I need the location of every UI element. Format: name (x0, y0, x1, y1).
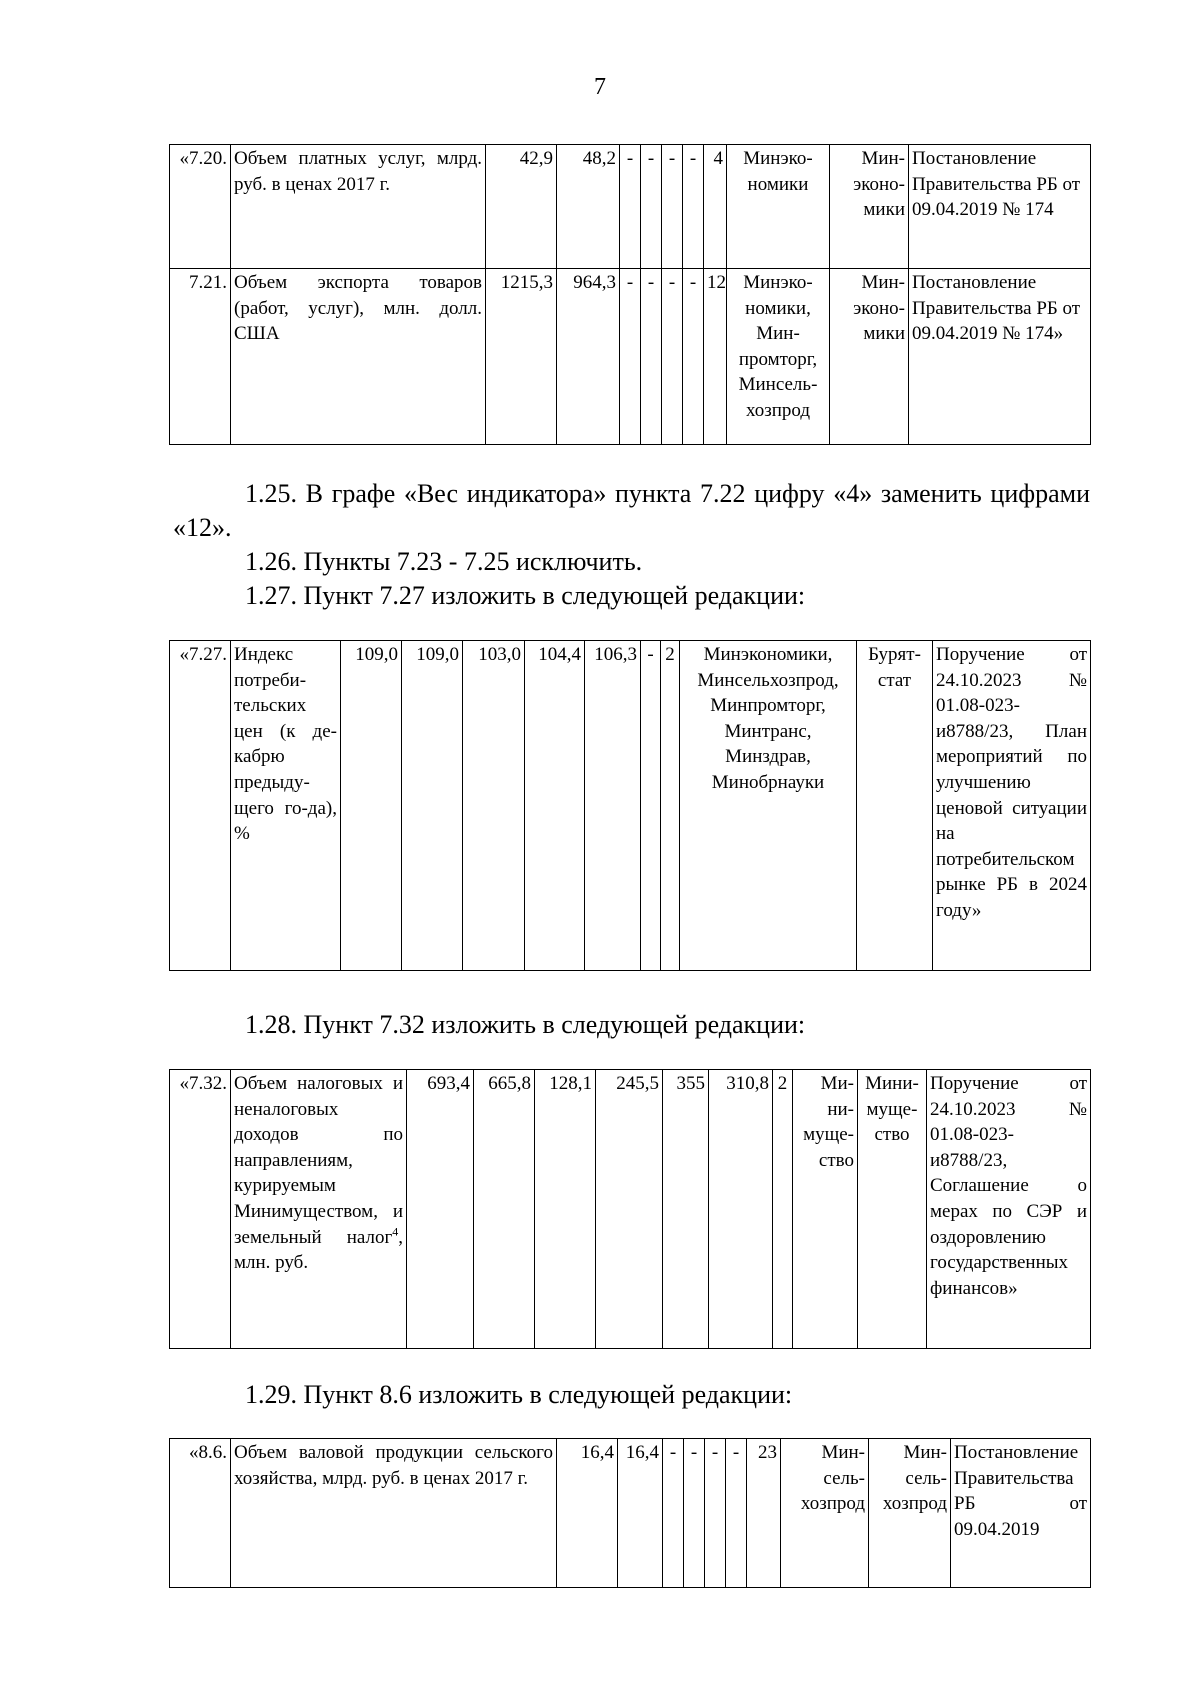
value-cell: - (684, 1439, 705, 1588)
paragraph-1-26: 1.26. Пункты 7.23 - 7.25 исключить. (245, 547, 643, 576)
paragraph-1-27: 1.27. Пункт 7.27 изложить в следующей редакции: (245, 581, 806, 610)
indicator-name (231, 1070, 407, 1349)
value-cell: 48,2 (557, 145, 620, 269)
value-cell: 16,4 (618, 1439, 663, 1588)
value-cell: - (705, 1439, 726, 1588)
paragraph-1-29: 1.29. Пункт 8.6 изложить в следующей редакции: (245, 1380, 793, 1409)
value-cell: 109,0 (341, 641, 402, 971)
value-cell: 665,8 (474, 1070, 535, 1349)
value-cell: - (726, 1439, 747, 1588)
executor-cell: Минэко- номики, Мин- промторг, Минсель- хозпрод (727, 269, 830, 445)
table-7-20-7-21 (169, 144, 1091, 445)
value-cell: 16,4 (557, 1439, 618, 1588)
weight-cell: 4 (704, 145, 727, 269)
weight-cell: 12 (704, 269, 727, 445)
value-cell: 355 (663, 1070, 709, 1349)
table-7-27 (169, 640, 1091, 971)
value-cell: - (662, 145, 683, 269)
value-cell: 693,4 (407, 1070, 474, 1349)
item-number: «7.32. (170, 1070, 231, 1349)
coordinator-cell: Мини- муще- ство (858, 1070, 927, 1349)
weight-cell: 2 (773, 1070, 793, 1349)
value-cell: - (683, 145, 704, 269)
executor-cell: Ми- ни- муще- ство (793, 1070, 858, 1349)
table-row (170, 1439, 1091, 1588)
indicator-name-tail: , млн. руб. (234, 1226, 403, 1274)
coordinator-cell: Мин- эконо- мики (830, 145, 909, 269)
table-7-32 (169, 1069, 1091, 1349)
indicator-name: Объем экспорта товаров (работ, услуг), млн. долл. США (231, 269, 486, 445)
table-row (170, 1070, 1091, 1349)
value-cell: - (683, 269, 704, 445)
paragraph-1-25-text: 1.25. В графе «Вес индикатора» пункта 7.22 цифру «4» заменить цифрами «12». (173, 479, 1090, 542)
item-number: «7.20. (170, 145, 231, 269)
footnote-marker: 4 (392, 1224, 399, 1239)
indicator-name-text: Объем налоговых и неналоговых доходов по направлениям, курируемым Минимуществом, и земельный налог (234, 1073, 403, 1248)
value-cell: 245,5 (596, 1070, 663, 1349)
indicator-name: Индекс потреби-тельских цен (к де-кабрю предыду-щего го-да), % (231, 641, 341, 971)
coordinator-cell: Мин- сель- хозпрод (869, 1439, 951, 1588)
value-cell: - (620, 145, 641, 269)
paragraph-1-25 (173, 477, 1090, 545)
basis-cell: Постановление Правительства РБ от 09.04.2019 № 174» (909, 269, 1091, 445)
value-cell: - (663, 1439, 684, 1588)
table-row (170, 145, 1091, 269)
value-cell: 109,0 (402, 641, 463, 971)
executor-cell: Минэкономики, Минсельхозпрод, Минпромторг, Минтранс, Минздрав, Минобрнауки (680, 641, 857, 971)
value-cell: - (662, 269, 683, 445)
page-number: 7 (594, 74, 606, 100)
table-8-6 (169, 1438, 1091, 1588)
value-cell: 128,1 (535, 1070, 596, 1349)
basis-cell: Поручение от 24.10.2023 № 01.08-023-и8788/23, Соглашение о мерах по СЭР и оздоровлению государственных финансов» (927, 1070, 1091, 1349)
basis-cell: Постановление Правительства РБ от 09.04.2019 № 174 (909, 145, 1091, 269)
item-number: «8.6. (170, 1439, 231, 1588)
value-cell: - (641, 641, 661, 971)
value-cell: 1215,3 (486, 269, 557, 445)
item-number: 7.21. (170, 269, 231, 445)
item-number: «7.27. (170, 641, 231, 971)
weight-cell: 2 (661, 641, 680, 971)
table-row (170, 269, 1091, 445)
basis-cell: Постановление Правительства РБ от 09.04.2019 (951, 1439, 1091, 1588)
paragraph-1-28: 1.28. Пункт 7.32 изложить в следующей редакции: (245, 1010, 806, 1039)
executor-cell: Минэко- номики (727, 145, 830, 269)
indicator-name: Объем валовой продукции сельского хозяйства, млрд. руб. в ценах 2017 г. (231, 1439, 557, 1588)
value-cell: - (641, 145, 662, 269)
coordinator-cell: Мин- эконо- мики (830, 269, 909, 445)
table-row (170, 641, 1091, 971)
weight-cell: 23 (747, 1439, 781, 1588)
coordinator-cell: Бурят- стат (857, 641, 933, 971)
value-cell: 964,3 (557, 269, 620, 445)
executor-cell: Мин- сель- хозпрод (781, 1439, 869, 1588)
value-cell: 106,3 (585, 641, 641, 971)
value-cell: 310,8 (709, 1070, 773, 1349)
value-cell: 103,0 (463, 641, 525, 971)
value-cell: - (641, 269, 662, 445)
indicator-name: Объем платных услуг, млрд. руб. в ценах 2017 г. (231, 145, 486, 269)
value-cell: - (620, 269, 641, 445)
basis-cell: Поручение от 24.10.2023 № 01.08-023-и8788/23, План мероприятий по улучшению ценовой ситуации на потребительском рынке РБ в 2024 году» (933, 641, 1091, 971)
value-cell: 104,4 (525, 641, 585, 971)
value-cell: 42,9 (486, 145, 557, 269)
